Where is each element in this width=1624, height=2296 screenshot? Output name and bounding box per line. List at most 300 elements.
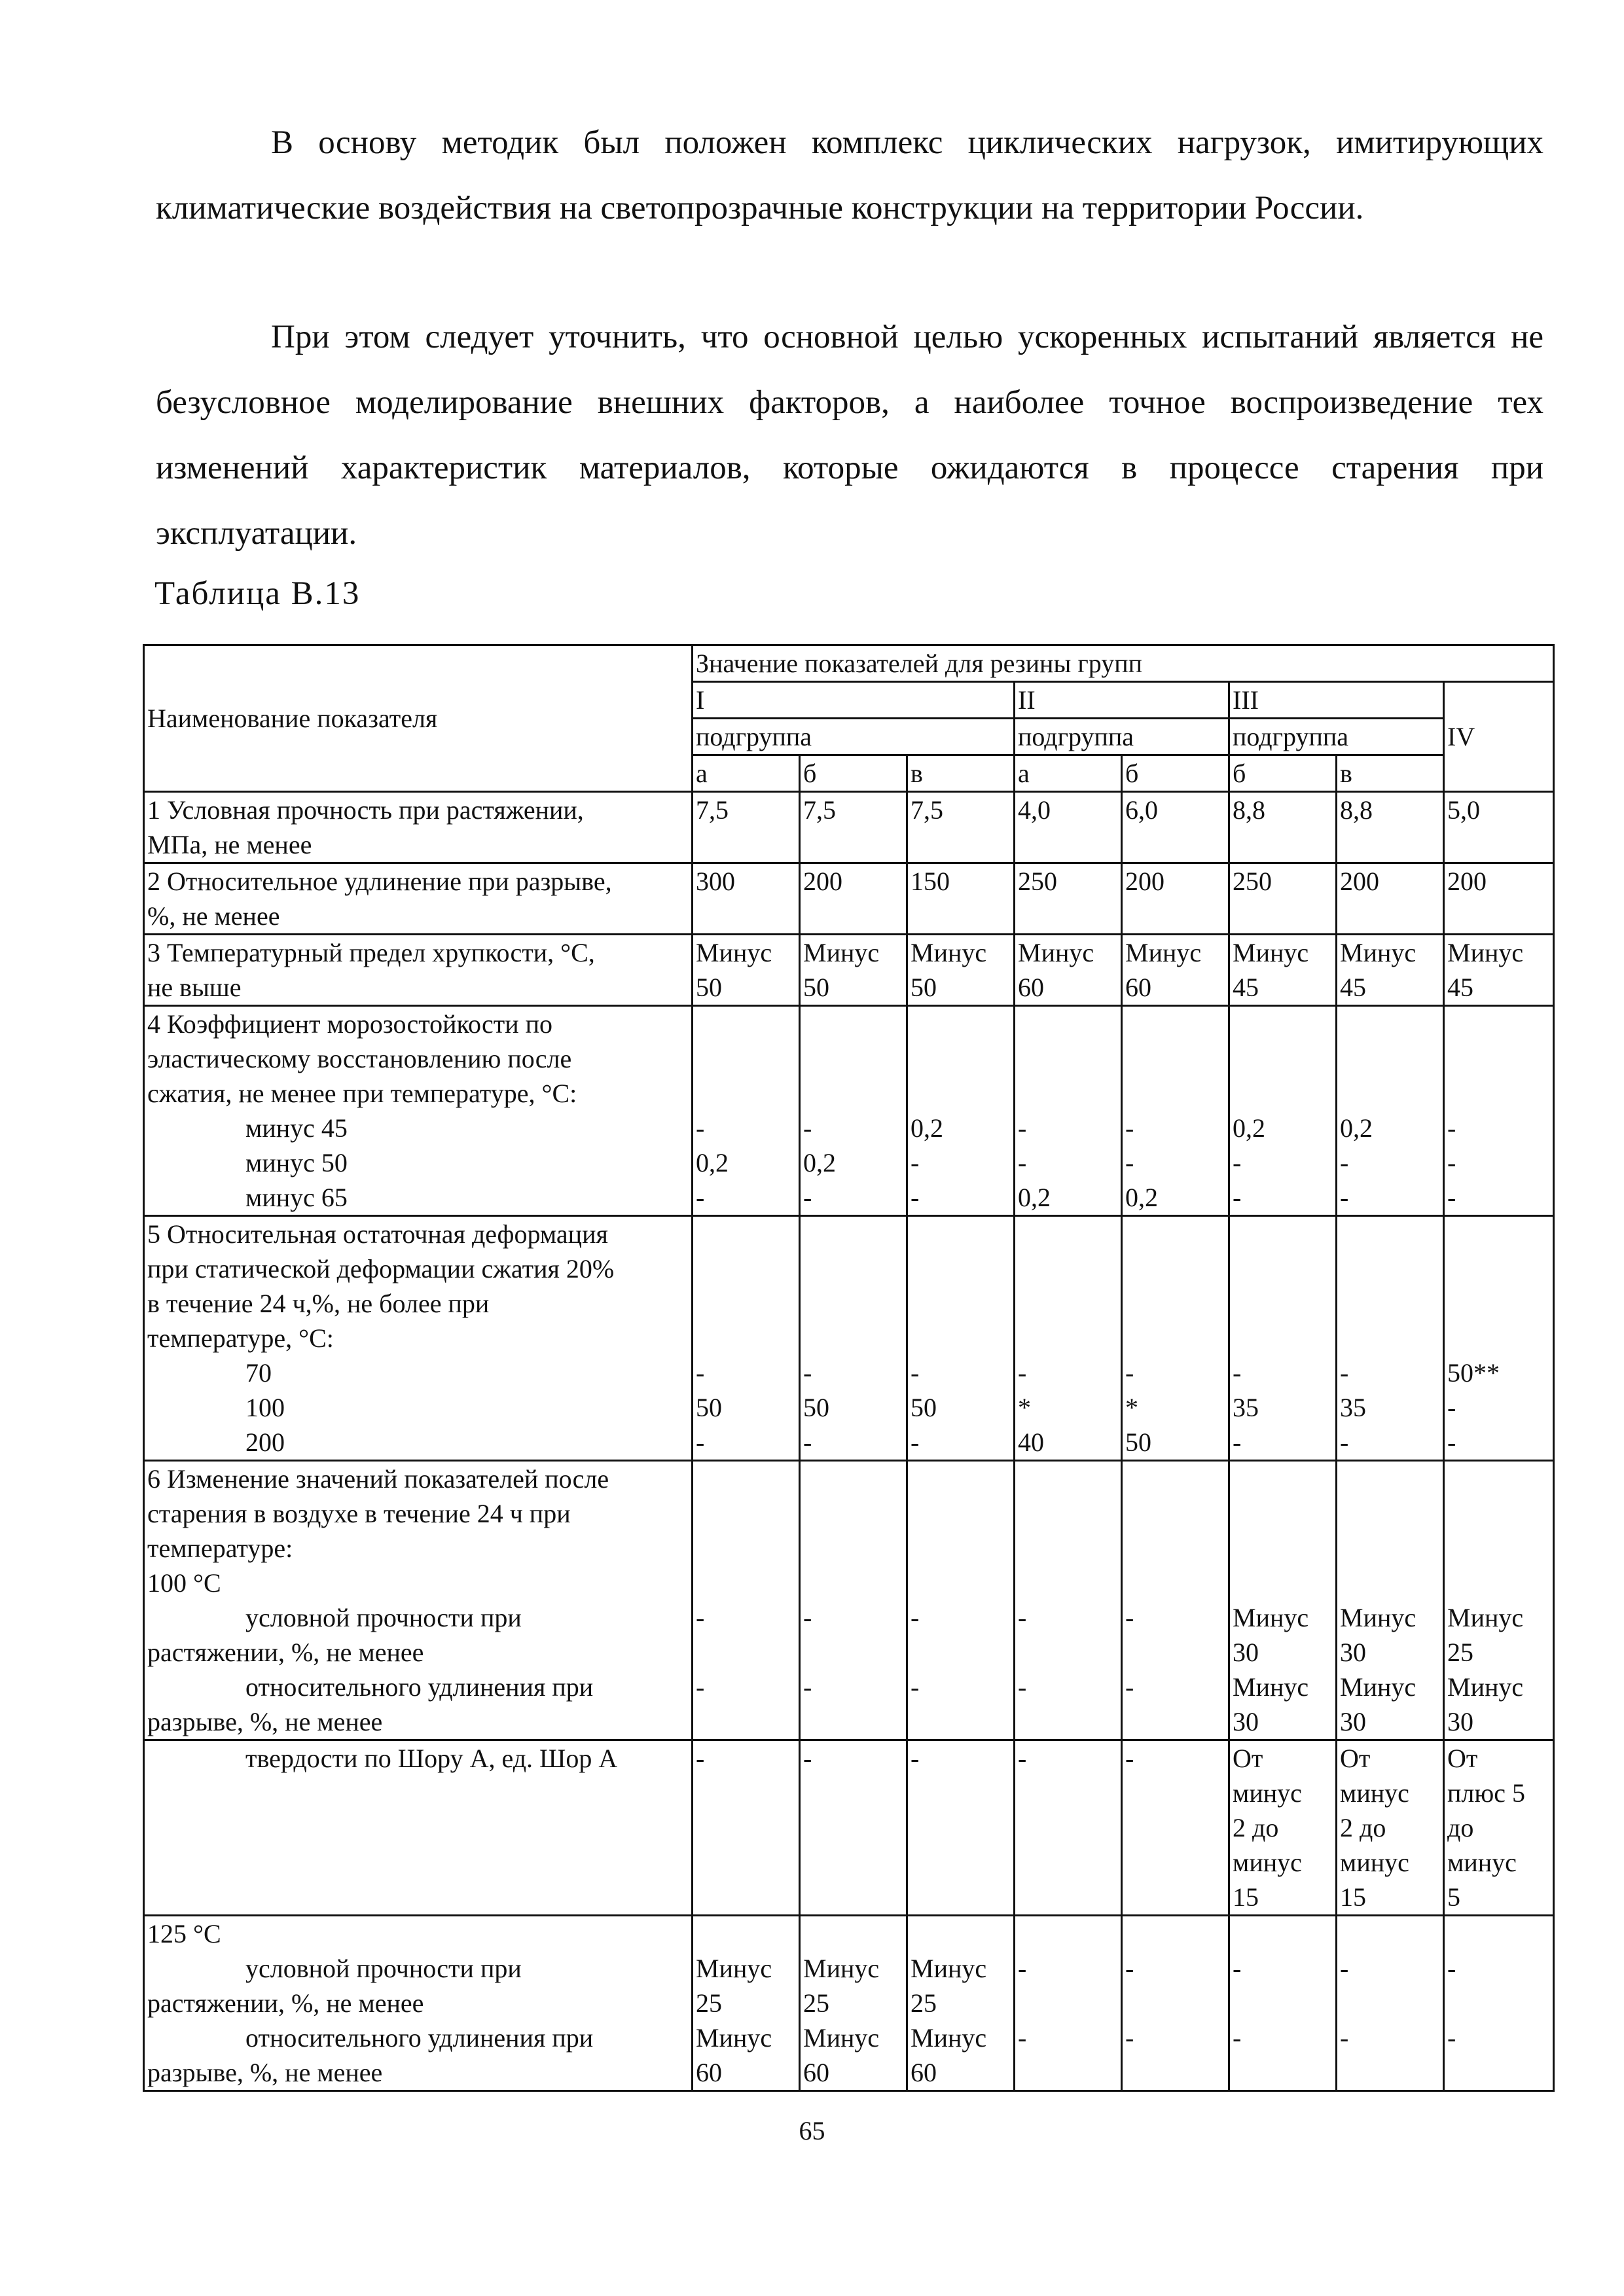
value-line xyxy=(1340,1531,1440,1566)
value-line xyxy=(803,1041,903,1076)
value-line: 2 до xyxy=(1233,1813,1279,1842)
page-number: 65 xyxy=(799,2116,825,2145)
value-line: - xyxy=(911,1358,920,1388)
row-label-line: сжатия, не менее при температуре, °С: xyxy=(147,1079,577,1108)
header-group-iii: III xyxy=(1229,682,1444,719)
value-line: 35 xyxy=(1340,1393,1366,1422)
value-line: - xyxy=(803,1113,812,1143)
value-line xyxy=(1447,1321,1550,1355)
value-line: Минус xyxy=(1447,1603,1524,1632)
value-line xyxy=(1018,1007,1118,1041)
value-line: - xyxy=(1233,1954,1242,1983)
value-cell xyxy=(800,935,907,1006)
value-line xyxy=(696,1531,796,1566)
value-line xyxy=(1447,1531,1550,1566)
value-line xyxy=(1233,1321,1333,1355)
header-subgroup-label: а xyxy=(1015,755,1122,792)
value-line xyxy=(696,1635,796,1670)
value-line: 30 xyxy=(1447,1707,1473,1736)
value-line xyxy=(1340,1217,1440,1251)
value-line xyxy=(1125,1986,1225,2020)
value-line: - xyxy=(1018,1148,1027,1177)
value-line: 5 xyxy=(1447,1882,1460,1912)
value-line: - xyxy=(1447,1148,1456,1177)
value-line: 30 xyxy=(1233,1638,1259,1667)
value-line xyxy=(911,1496,1011,1531)
value-line xyxy=(803,1251,903,1286)
value-line xyxy=(1340,1007,1440,1041)
value-line: 200 xyxy=(1340,867,1379,896)
table-row xyxy=(144,792,1554,863)
row-label-line: разрыве, %, не менее xyxy=(147,2058,383,2087)
value-cell xyxy=(1444,1916,1554,2091)
row-label xyxy=(144,792,693,863)
value-line: 25 xyxy=(803,1988,829,2018)
value-line: 0,2 xyxy=(803,1148,836,1177)
row-label-line: твердости по Шору А, ед. Шор А xyxy=(245,1744,618,1773)
value-line xyxy=(1125,1496,1225,1531)
value-cell xyxy=(1015,1216,1122,1461)
value-cell xyxy=(693,863,800,935)
row-label-line: минус 65 xyxy=(245,1183,348,1212)
value-line: - xyxy=(1125,1113,1134,1143)
value-line: - xyxy=(1125,2023,1134,2053)
value-line: 6,0 xyxy=(1125,795,1158,825)
value-line: - xyxy=(1018,1744,1027,1773)
row-label-line: температуре: xyxy=(147,1534,293,1563)
properties-table xyxy=(143,644,1555,2092)
header-name-column: Наименование показателя xyxy=(144,645,693,792)
value-line xyxy=(911,1916,1011,1951)
value-line: Минус xyxy=(696,1954,772,1983)
value-cell xyxy=(907,792,1015,863)
value-line: - xyxy=(911,1672,920,1702)
value-line xyxy=(1340,1916,1440,1951)
value-line: - xyxy=(803,1427,812,1457)
value-line xyxy=(911,1286,1011,1321)
value-cell xyxy=(1122,1461,1229,1740)
value-cell xyxy=(1229,1740,1337,1916)
value-line xyxy=(1340,1496,1440,1531)
value-line: 8,8 xyxy=(1233,795,1265,825)
value-line: - xyxy=(1233,1183,1242,1212)
value-cell xyxy=(1229,1916,1337,2091)
value-line: 60 xyxy=(911,2058,937,2087)
value-line: - xyxy=(1125,1603,1134,1632)
row-label-line: 3 Температурный предел хрупкости, °С, xyxy=(147,938,595,967)
value-line: до xyxy=(1447,1813,1474,1842)
value-line xyxy=(1233,2055,1333,2090)
value-line xyxy=(911,1566,1011,1600)
value-cell xyxy=(907,935,1015,1006)
value-cell xyxy=(907,1740,1015,1916)
value-line xyxy=(803,1496,903,1531)
value-cell xyxy=(1229,863,1337,935)
header-subgroup-ii: подгруппа xyxy=(1015,719,1229,755)
value-line xyxy=(1125,1286,1225,1321)
value-cell xyxy=(1337,1916,1444,2091)
value-cell xyxy=(1015,935,1122,1006)
value-line xyxy=(1340,1566,1440,1600)
value-line: минус xyxy=(1233,1848,1302,1877)
value-line xyxy=(1125,1217,1225,1251)
header-subgroup-label: а xyxy=(693,755,800,792)
value-line: 25 xyxy=(911,1988,937,2018)
value-line xyxy=(1125,1531,1225,1566)
value-line xyxy=(1447,1496,1550,1531)
value-line xyxy=(696,1041,796,1076)
value-line: - xyxy=(1018,2023,1027,2053)
value-cell xyxy=(693,1916,800,2091)
value-cell xyxy=(907,1216,1015,1461)
value-cell xyxy=(1122,935,1229,1006)
value-cell xyxy=(800,1216,907,1461)
value-line xyxy=(803,1217,903,1251)
value-line: Минус xyxy=(1125,938,1202,967)
value-line xyxy=(911,1217,1011,1251)
value-cell xyxy=(1122,1740,1229,1916)
value-cell xyxy=(1444,935,1554,1006)
value-line: 0,2 xyxy=(1340,1113,1373,1143)
value-line: - xyxy=(1340,1427,1349,1457)
value-line: Минус xyxy=(1233,938,1309,967)
value-line xyxy=(1340,1986,1440,2020)
value-line xyxy=(1447,1566,1550,1600)
value-line: 50 xyxy=(911,973,937,1002)
header-value-group: Значение показателей для резины групп xyxy=(693,645,1554,682)
value-cell xyxy=(1444,1461,1554,1740)
value-line xyxy=(803,1566,903,1600)
value-line xyxy=(1018,1635,1118,1670)
header-subgroup-label: б xyxy=(1122,755,1229,792)
value-line: 50 xyxy=(911,1393,937,1422)
row-label-line: не выше xyxy=(147,973,242,1002)
value-line: - xyxy=(696,1358,705,1388)
value-line xyxy=(1447,1986,1550,2020)
value-line: 45 xyxy=(1340,973,1366,1002)
value-cell xyxy=(1444,863,1554,935)
value-line: - xyxy=(1125,1672,1134,1702)
value-line xyxy=(696,1566,796,1600)
value-line: Минус xyxy=(696,938,772,967)
table-row xyxy=(144,1740,1554,1916)
value-line: 50 xyxy=(696,973,722,1002)
row-label-line: растяжении, %, не менее xyxy=(147,1988,424,2018)
table-row xyxy=(144,1006,1554,1216)
value-line: Минус xyxy=(1340,1603,1416,1632)
value-line xyxy=(1125,1704,1225,1739)
value-line xyxy=(1447,1286,1550,1321)
value-line xyxy=(696,1704,796,1739)
value-line: 60 xyxy=(1125,973,1151,1002)
value-line: 25 xyxy=(696,1988,722,2018)
table-caption: Таблица В.13 xyxy=(154,575,361,612)
value-line: - xyxy=(1340,2023,1349,2053)
row-label-line: в течение 24 ч,%, не более при xyxy=(147,1289,490,1318)
value-cell xyxy=(1444,1740,1554,1916)
row-label-line: 125 °С xyxy=(147,1919,221,1948)
value-line: - xyxy=(1233,1358,1242,1388)
value-line xyxy=(1125,1566,1225,1600)
row-label-line: относительного удлинения при xyxy=(245,1672,594,1702)
value-line xyxy=(1447,2055,1550,2090)
row-label xyxy=(144,1006,693,1216)
value-line xyxy=(803,1286,903,1321)
value-cell xyxy=(800,1740,907,1916)
header-group-i: I xyxy=(693,682,1015,719)
value-cell xyxy=(693,1216,800,1461)
value-line xyxy=(911,1704,1011,1739)
value-line xyxy=(1340,1321,1440,1355)
value-line xyxy=(1125,1007,1225,1041)
value-line xyxy=(1233,1217,1333,1251)
value-line: 50 xyxy=(803,973,829,1002)
value-line: - xyxy=(1340,1148,1349,1177)
table-body xyxy=(144,645,1554,2091)
row-label-line: минус 45 xyxy=(245,1113,348,1143)
value-line: 15 xyxy=(1340,1882,1366,1912)
value-cell xyxy=(1444,1006,1554,1216)
value-cell xyxy=(1122,792,1229,863)
value-line: минус xyxy=(1340,1848,1409,1877)
value-line: 250 xyxy=(1233,867,1272,896)
value-cell xyxy=(1015,1006,1122,1216)
value-line xyxy=(1018,1217,1118,1251)
value-line xyxy=(1447,1462,1550,1496)
value-cell xyxy=(1122,1006,1229,1216)
value-line: От xyxy=(1340,1744,1371,1773)
value-line xyxy=(696,1286,796,1321)
header-group-ii: II xyxy=(1015,682,1229,719)
header-row-1 xyxy=(144,645,1554,682)
value-cell xyxy=(1229,1216,1337,1461)
value-line: - xyxy=(803,1672,812,1702)
value-line xyxy=(1233,1566,1333,1600)
value-line: - xyxy=(911,1427,920,1457)
value-line xyxy=(1125,1041,1225,1076)
value-line xyxy=(1233,1916,1333,1951)
value-line: - xyxy=(1233,1427,1242,1457)
value-line xyxy=(1018,1566,1118,1600)
value-line xyxy=(1125,1076,1225,1111)
value-line: 30 xyxy=(1340,1638,1366,1667)
value-line: 30 xyxy=(1233,1707,1259,1736)
value-line: - xyxy=(1125,1744,1134,1773)
value-line xyxy=(803,1076,903,1111)
value-line xyxy=(911,1251,1011,1286)
row-label-line: МПа, не менее xyxy=(147,830,312,859)
value-line xyxy=(1340,1041,1440,1076)
value-line xyxy=(1018,1916,1118,1951)
value-cell xyxy=(693,1740,800,1916)
value-line: - xyxy=(911,1744,920,1773)
row-label xyxy=(144,935,693,1006)
value-line: - xyxy=(1233,1148,1242,1177)
value-line xyxy=(696,1217,796,1251)
value-cell xyxy=(1015,1461,1122,1740)
value-cell xyxy=(1015,863,1122,935)
value-line xyxy=(1125,2055,1225,2090)
value-line xyxy=(696,1462,796,1496)
value-line xyxy=(1125,1635,1225,1670)
value-line: 5,0 xyxy=(1447,795,1480,825)
row-label xyxy=(144,1461,693,1740)
value-line: - xyxy=(1018,1954,1027,1983)
value-cell xyxy=(1337,1461,1444,1740)
value-line: - xyxy=(911,1603,920,1632)
value-line xyxy=(1340,1076,1440,1111)
value-line: 200 xyxy=(1447,867,1487,896)
value-line: 7,5 xyxy=(911,795,943,825)
value-line: - xyxy=(1447,1183,1456,1212)
table-row xyxy=(144,863,1554,935)
value-line: 7,5 xyxy=(803,795,836,825)
row-label-line: 5 Относительная остаточная деформация xyxy=(147,1219,608,1249)
value-line: - xyxy=(1340,1358,1349,1388)
value-line: 25 xyxy=(1447,1638,1473,1667)
value-cell xyxy=(907,1006,1015,1216)
value-line: 200 xyxy=(803,867,842,896)
value-cell xyxy=(907,1916,1015,2091)
value-line: - xyxy=(1125,1148,1134,1177)
value-cell xyxy=(1122,1216,1229,1461)
value-line xyxy=(696,1916,796,1951)
value-line: Минус xyxy=(1018,938,1094,967)
value-cell xyxy=(1337,1216,1444,1461)
value-line: - xyxy=(1447,2023,1456,2053)
value-line: - xyxy=(1125,1954,1134,1983)
value-line xyxy=(696,1496,796,1531)
value-cell xyxy=(1015,792,1122,863)
value-cell xyxy=(800,1461,907,1740)
value-line: - xyxy=(1018,1113,1027,1143)
row-label-line: старения в воздухе в течение 24 ч при xyxy=(147,1499,571,1528)
value-line: 30 xyxy=(1340,1707,1366,1736)
row-label-line: 4 Коэффициент морозостойкости по xyxy=(147,1009,553,1039)
value-cell xyxy=(693,1461,800,1740)
value-line xyxy=(1233,1251,1333,1286)
value-line: - xyxy=(1125,1358,1134,1388)
value-cell xyxy=(800,863,907,935)
value-line: - xyxy=(803,1183,812,1212)
value-line: плюс 5 xyxy=(1447,1778,1526,1808)
value-line: - xyxy=(696,1113,705,1143)
value-line xyxy=(1447,1076,1550,1111)
value-line: 60 xyxy=(803,2058,829,2087)
value-line xyxy=(1447,1041,1550,1076)
value-line: Минус xyxy=(1340,938,1416,967)
value-line xyxy=(1447,1916,1550,1951)
row-label-line: 2 Относительное удлинение при разрыве, xyxy=(147,867,612,896)
value-line: - xyxy=(803,1603,812,1632)
value-line: Минус xyxy=(1233,1672,1309,1702)
row-label-line: 200 xyxy=(245,1427,285,1457)
value-line: Минус xyxy=(803,1954,880,1983)
value-line xyxy=(911,1321,1011,1355)
value-line xyxy=(803,1462,903,1496)
value-line: - xyxy=(1340,1183,1349,1212)
value-line xyxy=(1233,1007,1333,1041)
value-line xyxy=(1447,1217,1550,1251)
value-line xyxy=(1233,1076,1333,1111)
row-label-line: 1 Условная прочность при растяжении, xyxy=(147,795,584,825)
value-line xyxy=(803,1321,903,1355)
value-line: 60 xyxy=(1018,973,1044,1002)
value-line xyxy=(1018,1462,1118,1496)
value-line: Минус xyxy=(911,938,987,967)
value-line: - xyxy=(1233,2023,1242,2053)
value-line: 0,2 xyxy=(1233,1113,1265,1143)
value-line xyxy=(1018,1704,1118,1739)
value-line: Минус xyxy=(1340,1672,1416,1702)
value-line xyxy=(1233,1986,1333,2020)
value-line: - xyxy=(1447,1427,1456,1457)
value-line xyxy=(696,1251,796,1286)
value-line: Минус xyxy=(803,2023,880,2053)
value-line xyxy=(1233,1462,1333,1496)
value-line: 0,2 xyxy=(696,1148,729,1177)
row-label-line: разрыве, %, не менее xyxy=(147,1707,383,1736)
value-line xyxy=(1018,1321,1118,1355)
value-line xyxy=(1018,1076,1118,1111)
row-label-line: условной прочности при xyxy=(245,1954,522,1983)
value-line: - xyxy=(1447,1113,1456,1143)
value-line xyxy=(1018,1251,1118,1286)
value-line xyxy=(696,1321,796,1355)
value-line xyxy=(1018,1496,1118,1531)
value-line xyxy=(911,1531,1011,1566)
value-cell xyxy=(1229,1461,1337,1740)
value-line: - xyxy=(1018,1603,1027,1632)
value-line: 2 до xyxy=(1340,1813,1386,1842)
value-line xyxy=(1125,1321,1225,1355)
value-line xyxy=(1340,2055,1440,2090)
value-line xyxy=(1340,1286,1440,1321)
value-line: 50 xyxy=(803,1393,829,1422)
value-line xyxy=(1447,1251,1550,1286)
value-cell xyxy=(800,792,907,863)
row-label-line: 100 °С xyxy=(147,1568,221,1598)
value-line: 45 xyxy=(1233,973,1259,1002)
value-line: * xyxy=(1125,1393,1138,1422)
value-line: - xyxy=(696,1603,705,1632)
value-line: От xyxy=(1233,1744,1263,1773)
value-line xyxy=(911,1076,1011,1111)
value-cell xyxy=(907,863,1015,935)
value-line: 0,2 xyxy=(1125,1183,1158,1212)
value-line: Минус xyxy=(1447,1672,1524,1702)
header-subgroup-label: б xyxy=(1229,755,1337,792)
row-label-line: минус 50 xyxy=(245,1148,348,1177)
value-cell xyxy=(800,1916,907,2091)
value-cell xyxy=(1122,1916,1229,2091)
value-line: 50 xyxy=(696,1393,722,1422)
value-line: Минус xyxy=(696,2023,772,2053)
value-line: Минус xyxy=(803,938,880,967)
value-cell xyxy=(693,1006,800,1216)
value-cell xyxy=(800,1006,907,1216)
row-label-line: %, не менее xyxy=(147,901,280,931)
value-cell xyxy=(1337,792,1444,863)
value-line: - xyxy=(911,1148,920,1177)
value-line xyxy=(696,1007,796,1041)
value-cell xyxy=(693,792,800,863)
row-label xyxy=(144,1740,693,1916)
row-label-line: при статической деформации сжатия 20% xyxy=(147,1254,615,1283)
value-line xyxy=(911,1635,1011,1670)
value-line: 8,8 xyxy=(1340,795,1373,825)
row-label-line: 70 xyxy=(245,1358,272,1388)
